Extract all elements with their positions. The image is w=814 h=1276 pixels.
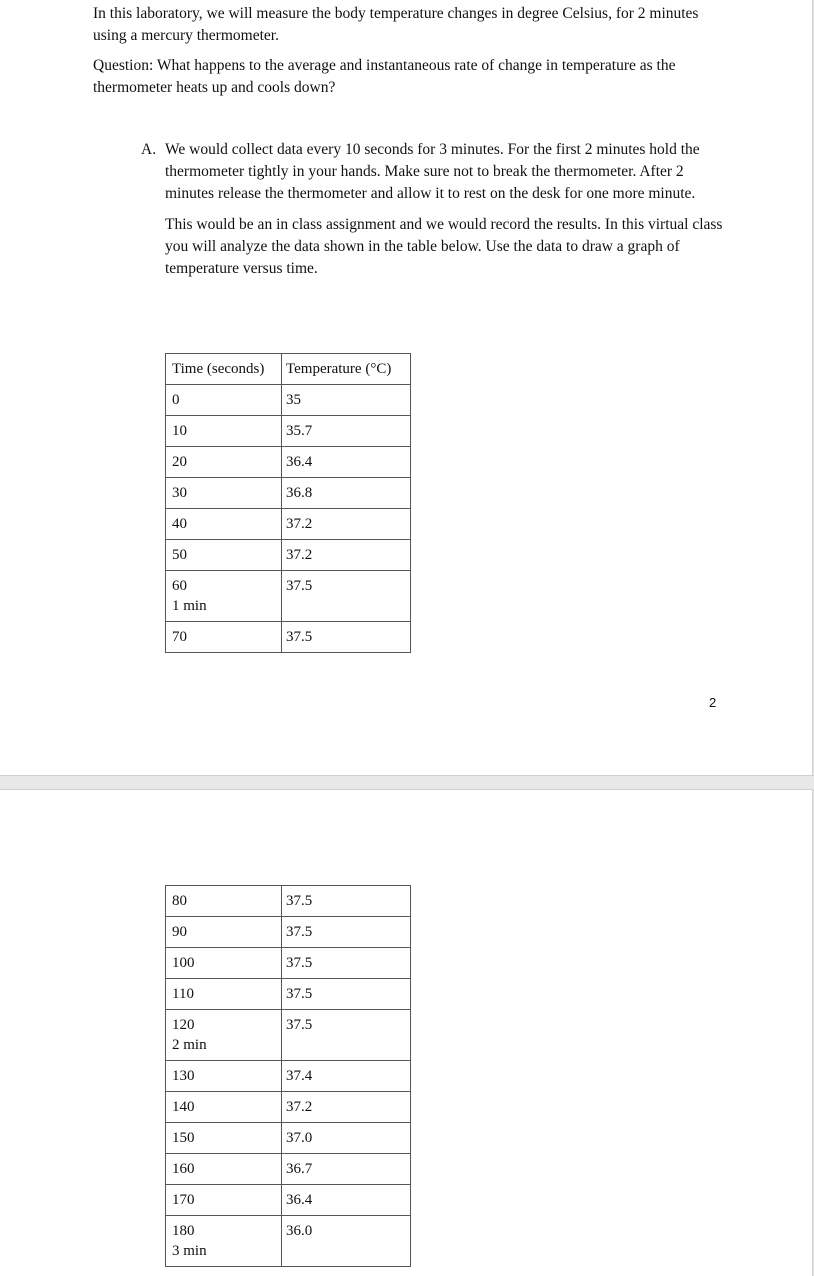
table-row: [166, 886, 411, 917]
table-row: [166, 1154, 411, 1185]
temperature-cell: 37.2: [282, 509, 411, 540]
table-row: [166, 622, 411, 653]
time-cell: [166, 1010, 282, 1061]
temperature-cell: 36.0: [282, 1216, 411, 1267]
temperature-cell: 37.5: [282, 1010, 411, 1061]
table-row: [166, 1185, 411, 1216]
table-row: [166, 979, 411, 1010]
temperature-cell: 37.4: [282, 1061, 411, 1092]
time-value: 170: [172, 1192, 195, 1208]
time-cell: [166, 1061, 282, 1092]
temperature-cell: 37.5: [282, 622, 411, 653]
time-value: 80: [172, 893, 187, 909]
time-value: 120: [172, 1017, 195, 1033]
time-note: 3 min: [172, 1243, 207, 1259]
temperature-cell: 36.4: [282, 1185, 411, 1216]
time-value: 10: [172, 423, 187, 439]
time-value: 50: [172, 547, 187, 563]
time-cell: [166, 622, 282, 653]
temperature-cell: 35.7: [282, 416, 411, 447]
instructions-paragraph: We would collect data every 10 seconds for 3 minutes. For the first 2 minutes hold the thermometer tightly in your hands. Make sure not to break the thermometer. After 2 minutes release the thermometer and allow it to rest on the desk for one more minute.: [165, 141, 700, 202]
temperature-cell: 37.2: [282, 1092, 411, 1123]
time-value: 140: [172, 1099, 195, 1115]
time-cell: [166, 509, 282, 540]
time-value: 90: [172, 924, 187, 940]
time-cell: [166, 948, 282, 979]
time-cell: [166, 1092, 282, 1123]
temperature-cell: 36.4: [282, 447, 411, 478]
time-cell: [166, 979, 282, 1010]
data-table-part-1: [165, 353, 411, 653]
temperature-cell: 37.0: [282, 1123, 411, 1154]
time-value: 70: [172, 629, 187, 645]
time-value: 100: [172, 955, 195, 971]
table-row: [166, 478, 411, 509]
temperature-cell: 36.7: [282, 1154, 411, 1185]
time-cell: [166, 1185, 282, 1216]
table-row: [166, 917, 411, 948]
time-note: 1 min: [172, 598, 207, 614]
list-marker: A.: [141, 141, 157, 158]
time-value: 20: [172, 454, 187, 470]
question-paragraph: Question: What happens to the average and instantaneous rate of change in temperature as the thermometer heats up and cools down?: [93, 57, 676, 96]
time-cell: [166, 886, 282, 917]
temperature-cell: 37.5: [282, 979, 411, 1010]
intro-paragraph: In this laboratory, we will measure the body temperature changes in degree Celsius, for 2 minutes using a mercury thermometer.: [93, 5, 699, 44]
time-cell: [166, 447, 282, 478]
header-temperature: Temperature (°C): [282, 354, 411, 385]
table-row: [166, 1061, 411, 1092]
temperature-cell: 37.2: [282, 540, 411, 571]
assignment-paragraph: This would be an in class assignment and we would record the results. In this virtual class you will analyze the data shown in the table below. Use the data to draw a graph of temperature versus time.: [165, 216, 723, 277]
table-row: [166, 540, 411, 571]
header-time: Time (seconds): [166, 354, 282, 385]
time-value: 0: [172, 392, 180, 408]
time-cell: [166, 385, 282, 416]
temperature-cell: 35: [282, 385, 411, 416]
table-row: [166, 509, 411, 540]
table-row: [166, 571, 411, 622]
time-value: 180: [172, 1223, 195, 1239]
temperature-cell: 37.5: [282, 948, 411, 979]
time-cell: [166, 571, 282, 622]
time-cell: [166, 416, 282, 447]
table-row: [166, 385, 411, 416]
table-row: [166, 948, 411, 979]
time-value: 40: [172, 516, 187, 532]
time-cell: [166, 1216, 282, 1267]
time-note: 2 min: [172, 1037, 207, 1053]
table-row: [166, 1092, 411, 1123]
table-row: [166, 1123, 411, 1154]
table-row: [166, 447, 411, 478]
table-row: [166, 1010, 411, 1061]
data-table-part-2: [165, 885, 411, 1267]
table-header-row: [166, 354, 411, 385]
temperature-cell: 36.8: [282, 478, 411, 509]
temperature-cell: 37.5: [282, 917, 411, 948]
time-value: 110: [172, 986, 194, 1002]
temperature-cell: 37.5: [282, 571, 411, 622]
time-cell: [166, 1123, 282, 1154]
time-cell: [166, 478, 282, 509]
time-cell: [166, 540, 282, 571]
time-value: 30: [172, 485, 187, 501]
table-row: [166, 1216, 411, 1267]
temperature-cell: 37.5: [282, 886, 411, 917]
time-value: 160: [172, 1161, 195, 1177]
time-cell: [166, 917, 282, 948]
table-row: [166, 416, 411, 447]
time-value: 60: [172, 578, 187, 594]
time-value: 130: [172, 1068, 195, 1084]
page-number: 2: [709, 695, 717, 710]
time-value: 150: [172, 1130, 195, 1146]
time-cell: [166, 1154, 282, 1185]
